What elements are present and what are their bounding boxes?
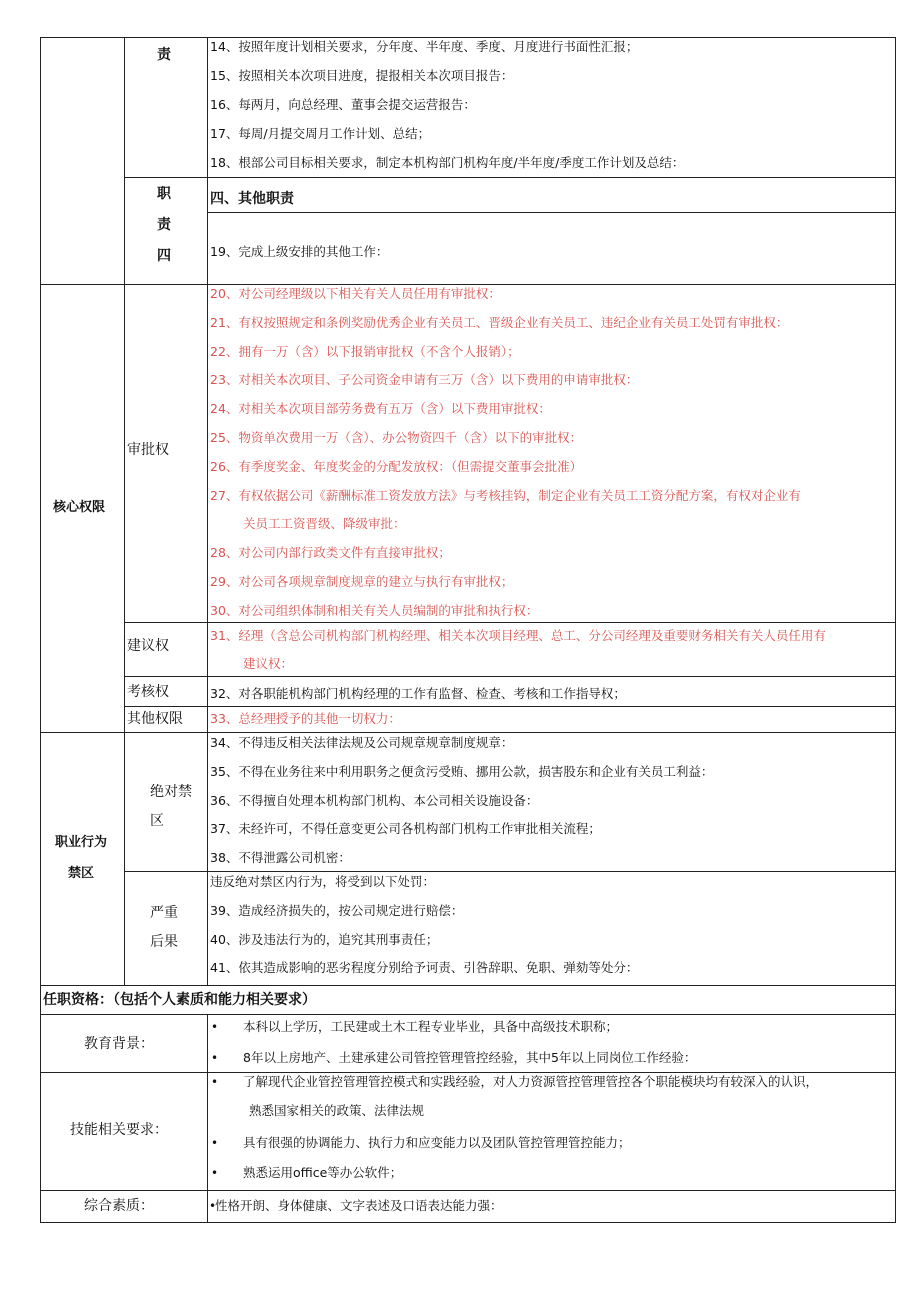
row-divider-skills — [40, 1072, 896, 1073]
item-35: 35、不得在业务往来中利用职务之便贪污受贿、挪用公款，损害股东和企业有关员工利益： — [210, 764, 714, 779]
overall-quality-item: 性格开朗、身体健康、文字表述及口语表达能力强： — [215, 1198, 503, 1213]
item-14: 14、按照年度计划相关要求，分年度、半年度、季度、月度进行书面性汇报； — [210, 39, 639, 54]
item-37: 37、未经许可，不得任意变更公司各机构部门机构工作审批相关流程； — [210, 821, 601, 836]
qualifications-heading: 任职资格：（包括个人素质和能力相关要求） — [43, 992, 316, 1008]
item-25: 25、物资单次费用一万（含）、办公物资四千（含）以下的审批权： — [210, 430, 583, 445]
row-divider-core-top — [40, 284, 896, 285]
overall-quality-label: 综合素质： — [84, 1198, 154, 1214]
assessment-label: 考核权 — [127, 684, 169, 700]
row-divider-assess — [124, 676, 896, 677]
bullet-icon: • — [211, 1020, 219, 1034]
item-24: 24、对相关本次项目部劳务费有五万（含）以下费用审批权： — [210, 401, 551, 416]
item-36: 36、不得擅自处理本机构部门机构、本公司相关设施设备： — [210, 793, 539, 808]
other-authority-label: 其他权限 — [127, 711, 183, 727]
row-divider-severe — [124, 871, 896, 872]
skills-item-2: 具有很强的协调能力、执行力和应变能力以及团队管控管理管控能力； — [243, 1135, 631, 1150]
col-divider-2 — [207, 37, 208, 985]
skills-item-1: 了解现代企业管控管理管控模式和实践经验，对人力资源管控管理管控各个职能模块均有较深入的认识， — [243, 1074, 819, 1089]
item-26: 26、有季度奖金、年度奖金的分配发放权：（但需提交董事会批准） — [210, 459, 583, 474]
item-16: 16、每两月，向总经理、董事会提交运营报告： — [210, 97, 476, 112]
education-label: 教育背景： — [84, 1036, 154, 1052]
item-30: 30、对公司组织体制和相关有关人员编制的审批和执行权： — [210, 603, 539, 618]
item-15: 15、按照相关本次项目进度，提报相关本次项目报告： — [210, 68, 514, 83]
item-28: 28、对公司内部行政类文件有直接审批权； — [210, 545, 451, 560]
row-divider-education — [40, 1014, 896, 1015]
item-18: 18、根部公司目标相关要求，制定本机构部门机构年度/半年度/季度工作计划及总结： — [210, 155, 685, 170]
table-bottom-border — [40, 1222, 896, 1223]
row-divider-2 — [207, 212, 896, 213]
skills-label: 技能相关要求： — [70, 1122, 168, 1138]
bullet-icon: • — [211, 1075, 219, 1089]
item-21: 21、有权按照规定和条例奖励优秀企业有关员工、晋级企业有关员工、违纪企业有关员工处罚有审批权： — [210, 315, 789, 330]
item-34: 34、不得违反相关法律法规及公司规章规章制度规章： — [210, 735, 514, 750]
section4-label-char-2: 责 — [157, 217, 171, 233]
absolute-forbidden-label-line-1: 绝对禁 — [150, 784, 192, 800]
item-22: 22、拥有一万（含）以下报销审批权（不含个人报销）； — [210, 344, 520, 359]
row-divider-1 — [124, 177, 896, 178]
section4-label-char-1: 职 — [157, 186, 171, 202]
item-39: 39、造成经济损失的，按公司规定进行赔偿： — [210, 903, 464, 918]
bullet-icon: • — [211, 1166, 219, 1180]
item-27: 27、有权依据公司《薪酬标准工资发放方法》与考核挂钩，制定企业有关员工工资分配方案，有权对企业有 — [210, 488, 801, 503]
item-23: 23、对相关本次项目、子公司资金申请有三万（含）以下费用的申请审批权： — [210, 372, 639, 387]
forbidden-label-line-1: 职业行为 — [55, 835, 108, 850]
education-item-2: 8年以上房地产、土建承建公司管控管理管控经验，其中5年以上同岗位工作经验： — [243, 1050, 697, 1065]
item-29: 29、对公司各项规章制度规章的建立与执行有审批权； — [210, 574, 514, 589]
row-divider-qual-heading — [40, 985, 896, 986]
section4-heading: 四、其他职责 — [210, 191, 294, 207]
approval-label: 审批权 — [127, 442, 169, 458]
row-divider-forbidden-top — [40, 732, 896, 733]
outer-border-left — [40, 37, 41, 1223]
skills-item-1-continued: 熟悉国家相关的政策、法律法规 — [249, 1103, 425, 1118]
item-32: 32、对各职能机构部门机构经理的工作有监督、检查、考核和工作指导权； — [210, 686, 626, 701]
bullet-icon: • — [211, 1051, 219, 1065]
item-17: 17、每周/月提交周月工作计划、总结； — [210, 126, 431, 141]
severe-intro: 违反绝对禁区内行为，将受到以下处罚： — [210, 874, 436, 889]
education-item-1: 本科以上学历，工民建或土木工程专业毕业，具备中高级技术职称； — [243, 1019, 619, 1034]
row-divider-other — [124, 706, 896, 707]
table-top-border — [40, 37, 896, 38]
item-27-continued: 关员工工资晋级、降级审批： — [243, 516, 406, 531]
proposal-label: 建议权 — [127, 638, 169, 654]
bullet-icon: • — [209, 1199, 217, 1213]
bullet-icon: • — [211, 1136, 219, 1150]
item-33: 33、总经理授予的其他一切权力： — [210, 711, 401, 726]
outer-border-right — [895, 37, 896, 1223]
severe-label-line-2: 后果 — [150, 934, 178, 950]
severe-label-line-1: 严重 — [150, 905, 178, 921]
forbidden-label-line-2: 禁区 — [68, 866, 95, 881]
col-divider-1 — [124, 37, 125, 985]
row-divider-proposal — [124, 622, 896, 623]
skills-item-3: 熟悉运用office等办公软件； — [243, 1165, 403, 1180]
section4-label-char-3: 四 — [157, 248, 171, 264]
item-20: 20、对公司经理级以下相关有关人员任用有审批权： — [210, 286, 501, 301]
item-19: 19、完成上级安排的其他工作： — [210, 244, 389, 259]
item-40: 40、涉及违法行为的，追究其刑事责任； — [210, 932, 439, 947]
item-41: 41、依其造成影响的恶劣程度分别给予诃责、引咎辞职、免职、弹劾等处分： — [210, 960, 639, 975]
item-38: 38、不得泄露公司机密： — [210, 850, 351, 865]
section1-label: 责 — [157, 47, 171, 63]
item-31: 31、经理（含总公司机构部门机构经理、相关本次项目经理、总工、分公司经理及重要财务相关有关人员任用有 — [210, 628, 826, 643]
item-31-continued: 建议权： — [243, 656, 294, 671]
absolute-forbidden-label-line-2: 区 — [150, 813, 164, 829]
row-divider-overall — [40, 1190, 896, 1191]
core-authority-label: 核心权限 — [53, 500, 106, 515]
